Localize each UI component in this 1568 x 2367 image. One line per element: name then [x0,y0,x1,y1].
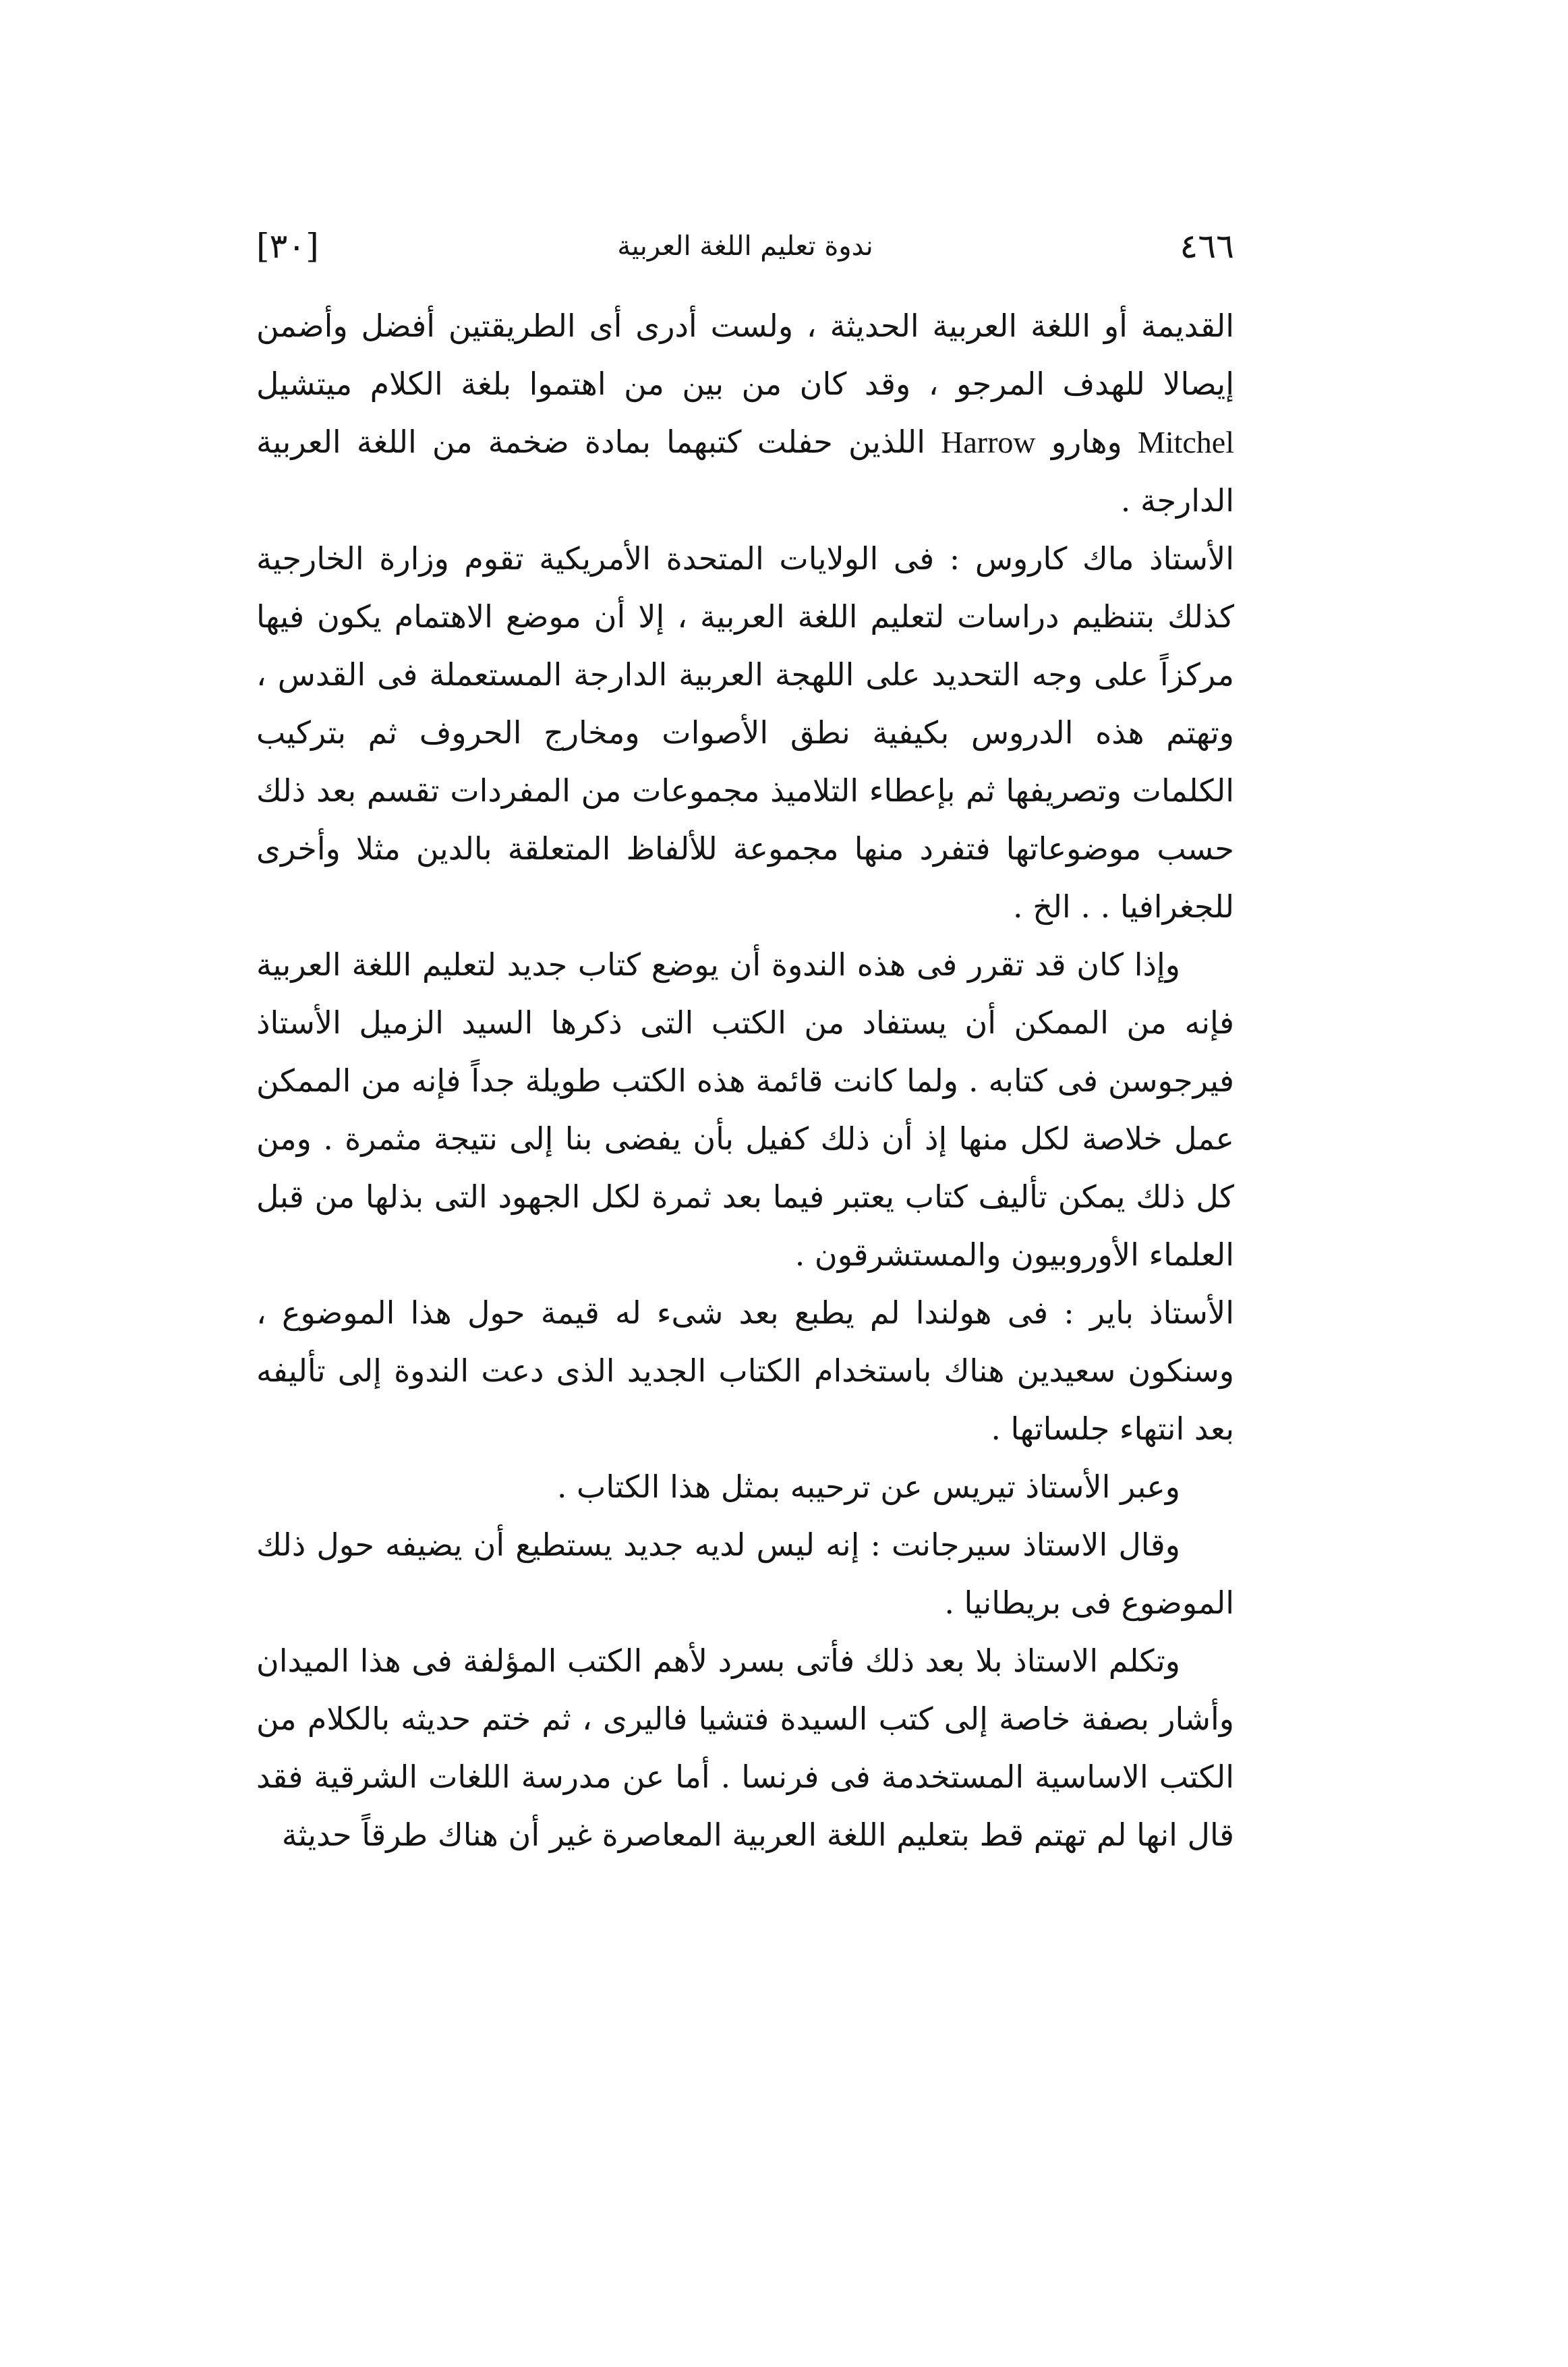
bracket-number: [٣٠] [256,227,319,266]
paragraph-1-text-c: اللذين حفلت كتبهما بمادة ضخمة من اللغة العربية الدارجة . [256,424,1234,519]
paragraph-2: الأستاذ ماك كاروس : فى الولايات المتحدة الأمريكية تقوم وزارة الخارجية كذلك بتنظيم دراسات لتعليم اللغة العربية ، إلا أن موضع الاهتمام يكون فيها مركزاً على وجه التحديد على اللهجة العربية الدارجة المستعملة فى القدس ، وتهتم هذه الدروس بكيفية نطق الأصوات ومخارج الحروف ثم بتركيب الكلمات وتصريفها ثم بإعطاء التلاميذ مجموعات من المفردات تقسم بعد ذلك حسب موضوعاتها فتفرد منها مجموعة للألفاظ المتعلقة بالدين مثلا وأخرى للجغرافيا . . الخ . [256,540,1234,925]
body-text [256,297,1234,1864]
page-header [256,223,1234,270]
running-title: ندوة تعليم اللغة العربية [617,231,873,262]
page-number: ٤٦٦ [1180,227,1234,266]
latin-name-mitchel: Mitchel [1137,425,1234,459]
paragraph-4: الأستاذ باير : فى هولندا لم يطبع بعد شىء له قيمة حول هذا الموضوع ، وسنكون سعيدين هناك باستخدام الكتاب الجديد الذى دعت الندوة إلى تأليفه بعد انتهاء جلساتها . [256,1294,1234,1447]
paragraph-1-text-b: وهارو [1051,424,1122,460]
paragraph-3: وإذا كان قد تقرر فى هذه الندوة أن يوضع كتاب جديد لتعليم اللغة العربية فإنه من الممكن أن يستفاد من الكتب التى ذكرها السيد الزميل الأستاذ فيرجوسن فى كتابه . ولما كانت قائمة هذه الكتب طويلة جداً فإنه من الممكن عمل خلاصة لكل منها إذ أن ذلك كفيل بأن يفضى بنا إلى نتيجة مثمرة . ومن كل ذلك يمكن تأليف كتاب يعتبر فيما بعد ثمرة لكل الجهود التى بذلها من قبل العلماء الأوروبيون والمستشرقون . [256,946,1234,1273]
paragraph-1-text-a: القديمة أو اللغة العربية الحديثة ، ولست أدرى أى الطريقتين أفضل وأضمن إيصالا للهدف المرجو ، وقد كان من بين من اهتموا بلغة الكلام ميتشيل [256,308,1234,402]
paragraph-5: وعبر الأستاذ تيريس عن ترحيبه بمثل هذا الكتاب . [556,1468,1180,1505]
paragraph-1 [256,297,1234,530]
paragraph-6: وقال الاستاذ سيرجانت : إنه ليس لديه جديد يستطيع أن يضيفه حول ذلك الموضوع فى بريطانيا . [256,1527,1234,1621]
latin-name-harrow: Harrow [941,425,1036,459]
paragraph-7: وتكلم الاستاذ بلا بعد ذلك فأتى بسرد لأهم الكتب المؤلفة فى هذا الميدان وأشار بصفة خاصة إلى كتب السيدة فتشيا فاليرى ، ثم ختم حديثه بالكلام من الكتب الاساسية المستخدمة فى فرنسا . أما عن مدرسة اللغات الشرقية فقد قال انها لم تهتم قط بتعليم اللغة العربية المعاصرة غير أن هناك طرقاً حديثة [256,1643,1234,1853]
